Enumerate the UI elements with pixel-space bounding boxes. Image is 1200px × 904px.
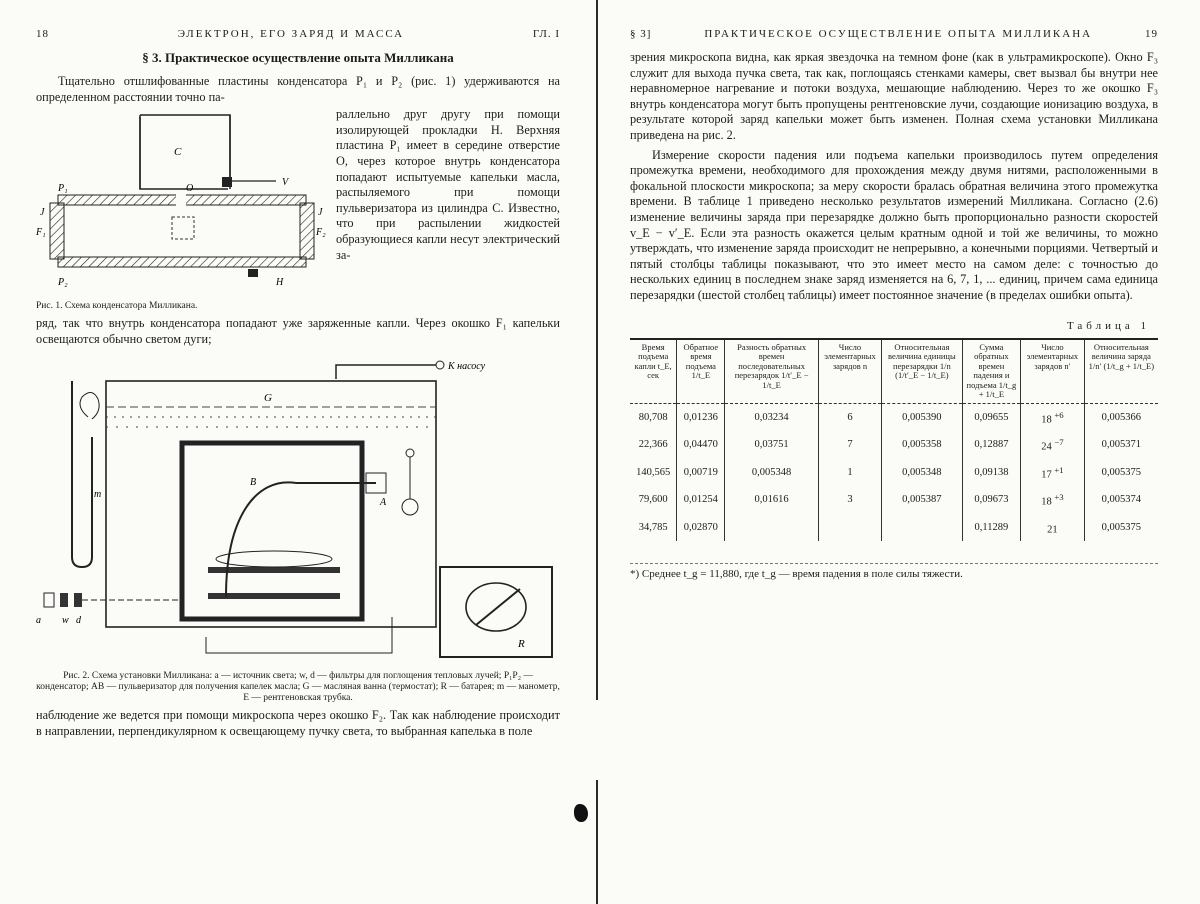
cell-n: 7 [818,431,881,459]
cell-n-prime-sign: −7 [1054,437,1064,447]
cell-charge: 0,005374 [1084,486,1158,514]
cell-inverse-time: 0,02870 [677,514,725,542]
cell-sum: 0,11289 [962,514,1021,542]
left-running-header [36,28,560,40]
label-to-pump: К насосу [448,361,486,373]
label-g: G [264,392,272,405]
figure-1-caption: Рис. 1. Схема конденсатора Милликана. [36,301,198,312]
cell-n: 6 [818,403,881,431]
col-header-sum: Сумма обратных времен падения и подъема 1/t_g + 1/t_E [962,339,1021,404]
cell-n-prime-sign: +6 [1054,409,1064,420]
left-paragraph-1: Тщательно отшлифованные пластины конденсатора P₁ и P₂ (рис. 1) удерживаются на определенном расстоянии точно па- [36,74,560,104]
cell-n-prime-sign: +1 [1054,464,1064,475]
cell-n-prime [1021,459,1084,487]
cell-time: 80,708 [638,411,668,423]
ink-blot [574,804,588,822]
col-header-n-prime: Число элементарных зарядов n′ [1021,339,1084,404]
label-r: R [518,638,525,651]
cell-unit: 0,005348 [882,459,963,487]
right-section-ref: § 3] [630,28,652,40]
col-header-unit: Относительная величина единицы перезарядки 1/n (1/t′_E − 1/t_E) [882,339,963,404]
right-running-header [630,28,1158,40]
cell-n-prime [1021,403,1084,431]
table-footnote: *) Среднее t_g = 11,880, где t_g — время падения в поле силы тяжести. [630,563,1158,580]
cell-unit [882,514,963,542]
col-header-n: Число элементарных зарядов n [818,339,881,404]
left-paragraph-2: ряд, так что внутрь конденсатора попадают уже заряженные капли. Через окошко F₁ капельки освещаются обычно светом дуги; [36,316,560,346]
cell-n: 3 [818,486,881,514]
table-title: Таблица 1 [1066,319,1150,332]
label-p2: P₂ [58,277,68,289]
cell-sum: 0,09138 [962,459,1021,487]
cell-unit: 0,005390 [882,403,963,431]
cell-inverse-time: 0,00719 [677,459,725,487]
left-chapter-ref: ГЛ. I [532,28,560,40]
cell-n-prime [1021,486,1084,514]
right-paragraph-2: Измерение скорости падения или подъема капельки производилось путем определения промежутка времени, необходимого для прохождения между двумя нитями, расположенными в фокальной плоскости микроскопа; за меру скорости бралась обратная величина этого промежутка времени. В таблице 1 приведено несколько результатов измерений Милликана. Согласно (2.6) изменение величины заряда при перезарядке должно быть пропорционально разности скоростей v_E − v′_E. Если эта разность окажется целым кратным одной и той же величины, то можно утверждать, что изменение заряда происходит не непрерывно, а конечными порциями. Четвертый и пятый столбцы таблицы показывают, что это имеет место на самом деле: с точностью до нескольких единиц в последнем знаке заряд изменяется на 6, 7, 1, ... единиц, причем сама единица перезарядки (шестой столбец таблицы) имеет постоянное значение (в пределах ошибки опыта). [630,147,1158,302]
cell-n [818,514,881,542]
cell-inverse-time: 0,04470 [677,431,725,459]
figure-2-caption: Рис. 2. Схема установки Милликана: a — источник света; w, d — фильтры для поглощения тепловых лучей; P₁P₂ — конденсатор; AB — пульверизатор для получения капелек масла; G — масляная ванна (термостат); R — батарея; m — манометр, E — рентгеновская трубка. [36,671,560,704]
cell-charge: 0,005371 [1084,431,1158,459]
cell-inverse-time: 0,01254 [677,486,725,514]
label-p1: P₁ [58,183,68,195]
figure-1-block [36,107,560,316]
col-header-charge: Относительная величина заряда 1/n′ (1/t_g + 1/t_E) [1084,339,1158,404]
right-paragraph-1: зрения микроскопа видна, как яркая звездочка на темном фоне (как в ультрамикроскопе). Окно F₃ служит для выхода пучка света, так как, поглощаясь стенками камеры, свет вызвал бы внутри нее неравномерное нагревание и потоки воздуха, мешающие наблюдению. Через то же окошко F₃ внутрь конденсатора могут быть пропущены рентгеновские лучи, создающие ионизацию воздуха, в результате которой заряд капельки может быть изменен. Полная схема установки Милликана приведена на рис. 2. [630,50,1158,142]
right-running-title: ПРАКТИЧЕСКОЕ ОСУЩЕСТВЛЕНИЕ ОПЫТА МИЛЛИКАНА [704,28,1093,40]
label-o: O [186,183,194,195]
label-b: B [250,477,257,489]
cell-unit: 0,005387 [882,486,963,514]
cell-difference: 0,005348 [725,459,818,487]
left-page [36,28,560,884]
cell-time: 34,785 [638,521,668,533]
table-header-row [630,339,1158,404]
col-header-time: Время подъема капли t_E, сек [630,339,677,404]
label-m: m [94,489,102,501]
table-row [630,486,1158,514]
figure-1-wrap-text [336,107,560,316]
label-f1: F₁ [36,227,46,239]
label-a-source: a [36,615,41,627]
cell-n-prime [1021,514,1084,542]
left-page-number: 18 [36,28,49,40]
cell-sum: 0,09655 [962,403,1021,431]
cell-difference: 0,01616 [725,486,818,514]
cell-n-prime-value: 24 [1041,441,1052,453]
label-h: H [276,277,284,289]
figure-2 [36,357,560,704]
cell-n-prime [1021,431,1084,459]
cell-n-prime-value: 18 [1041,414,1052,425]
label-j2: J [318,207,323,219]
table-row [630,431,1158,459]
condenser-diagram [36,107,328,297]
section-title: § 3. Практическое осуществление опыта Милликана [142,50,454,65]
cell-time: 79,600 [638,494,668,506]
cell-n-prime-value: 17 [1041,469,1052,480]
cell-unit: 0,005358 [882,431,963,459]
right-page [630,28,1158,884]
left-running-title: ЭЛЕКТРОН, ЕГО ЗАРЯД И МАССА [177,28,405,40]
cell-inverse-time: 0,01236 [677,403,725,431]
cell-difference [725,514,818,542]
millikan-apparatus-diagram [36,357,560,667]
label-v: V [282,177,289,189]
gutter-gap [594,700,602,780]
cell-difference: 0,03234 [725,403,818,431]
cell-n-prime-sign: +3 [1054,492,1064,502]
table-row [630,459,1158,487]
col-header-inverse-time: Обратное время подъема 1/t_E [677,339,725,404]
cell-time: 140,565 [636,466,671,478]
label-c: C [174,146,182,159]
table-row [630,514,1158,542]
left-paragraph-3: наблюдение же ведется при помощи микроскопа через окошко F₂. Так как наблюдение происходит в направлении, перпендикулярном к освещающему пучку света, то выбранная капелька в поле [36,708,560,738]
label-a: A [380,497,387,509]
label-f2: F₂ [316,227,326,239]
cell-charge: 0,005375 [1084,514,1158,542]
cell-time: 22,366 [638,439,668,451]
right-page-number: 19 [1144,28,1158,40]
table-row [630,403,1158,431]
cell-charge: 0,005375 [1084,459,1158,487]
cell-sum: 0,09673 [962,486,1021,514]
cell-n: 1 [818,459,881,487]
col-header-difference: Разность обратных времен последовательных перезарядок 1/t′_E − 1/t_E [725,339,818,404]
label-j1: J [40,207,45,219]
cell-sum: 0,12887 [962,431,1021,459]
cell-difference: 0,03751 [725,431,818,459]
left-paragraph-1-continued: раллельно друг другу при помощи изолирующей прокладки H. Верхняя пластина P₁ имеет в середине отверстие O, через которое внутрь конденсатора попадают испытуемые капельки масла, распыляемого при помощи пульверизатора из цилиндра C. Известно, что при распылении жидкостей образующиеся капли несут электрический за- [336,107,560,262]
label-d: d [76,615,81,627]
figure-1 [36,107,328,316]
results-table [630,338,1158,542]
cell-n-prime-value: 21 [1047,524,1058,535]
cell-charge: 0,005366 [1084,403,1158,431]
label-w: w [62,615,69,627]
cell-n-prime-value: 18 [1041,496,1052,508]
